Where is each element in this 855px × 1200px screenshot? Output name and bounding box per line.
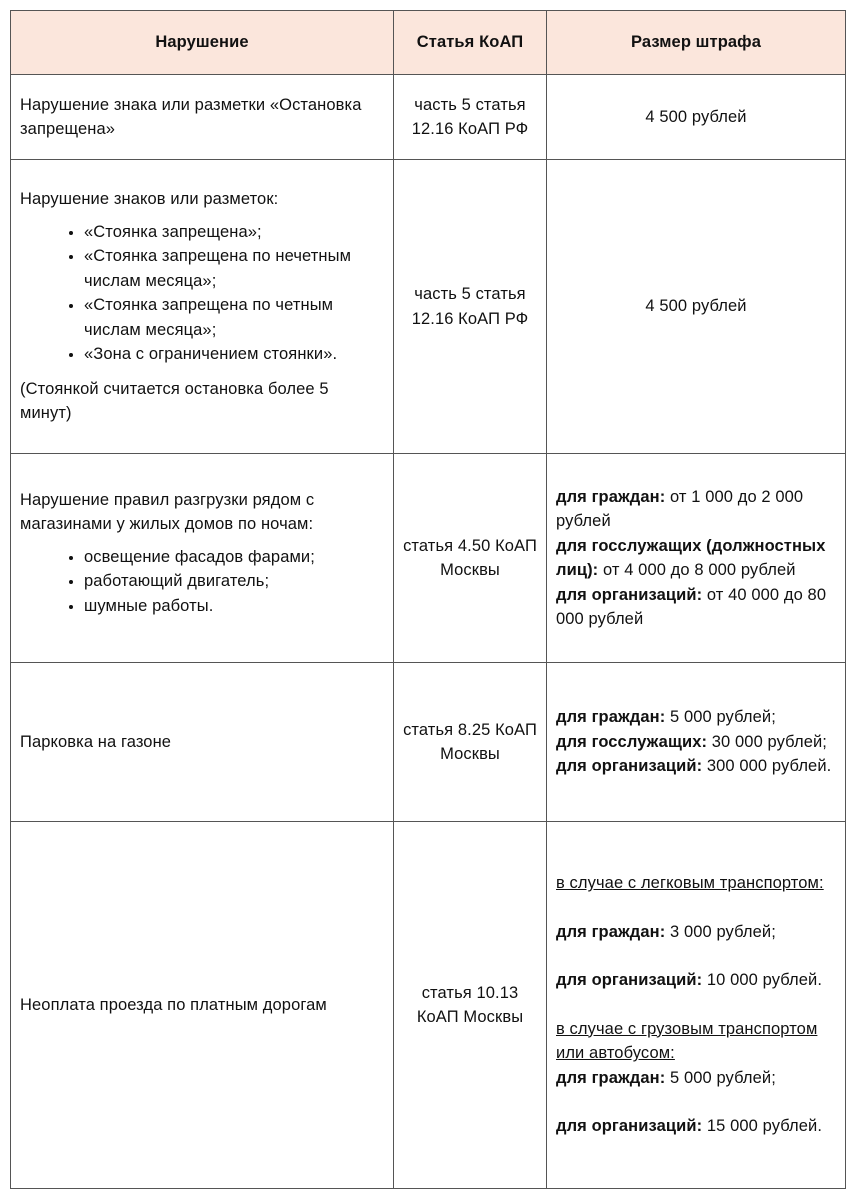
list-item: • шумные работы.: [84, 594, 384, 619]
table-row: [11, 75, 846, 160]
fine-line: [556, 1066, 836, 1091]
header-row: [11, 11, 846, 75]
list-item: • освещение фасадов фарами;: [84, 545, 384, 570]
table-row: [11, 160, 846, 454]
table-row: [11, 822, 846, 1189]
fine-line: [556, 583, 836, 632]
header-fine: Размер штрафа: [547, 11, 846, 75]
fine-cell: [547, 822, 846, 1189]
header-violation: Нарушение: [11, 11, 394, 75]
fine-cell: 4 500 рублей: [547, 160, 846, 454]
fine-line: [556, 730, 836, 755]
list-item: • «Стоянка запрещена по четным числам месяца»;: [84, 293, 384, 342]
fine-line: [556, 705, 836, 730]
violation-cell: [11, 75, 394, 160]
violation-cell: [11, 160, 394, 454]
fine-cell: 4 500 рублей: [547, 75, 846, 160]
fine-value: 10 000 рублей.: [702, 971, 823, 990]
list-item: • «Стоянка запрещена»;: [84, 220, 384, 245]
fine-label: для организаций:: [556, 971, 703, 990]
fine-group-title: в случае с грузовым транспортом или автобусом:: [556, 1019, 818, 1063]
table-row: [11, 663, 846, 822]
violation-cell: [11, 663, 394, 822]
fine-value: 5 000 рублей;: [665, 1068, 776, 1087]
fine-line: [556, 534, 836, 583]
fine-value: 30 000 рублей;: [707, 732, 827, 751]
article-cell: часть 5 статья 12.16 КоАП РФ: [394, 160, 547, 454]
list-item: • «Зона с ограничением стоянки».: [84, 342, 384, 367]
fine-line: [556, 920, 836, 945]
fine-label: для госслужащих:: [556, 732, 708, 751]
violation-cell: [11, 454, 394, 663]
violation-intro: Нарушение правил разгрузки рядом с магазинами у жилых домов по ночам:: [20, 490, 315, 534]
violation-text: Парковка на газоне: [20, 732, 172, 751]
fine-label: для граждан:: [556, 922, 666, 941]
fine-cell: [547, 663, 846, 822]
fine-value: от 4 000 до 8 000 рублей: [598, 561, 796, 579]
fine-label: для госслужащих (должностных лиц):: [556, 536, 826, 579]
fine-label: для граждан:: [556, 487, 666, 506]
table-row: [11, 454, 846, 663]
fine-value: 300 000 рублей.: [702, 757, 832, 776]
violation-intro: Нарушение знаков или разметок:: [20, 190, 279, 209]
violation-list: [20, 220, 384, 367]
article-cell: часть 5 статья 12.16 КоАП РФ: [394, 75, 547, 160]
article-cell: статья 8.25 КоАП Москвы: [394, 663, 547, 822]
fine-value: 5 000 рублей;: [665, 708, 776, 727]
fine-value: от 40 000 до 80 000 рублей: [556, 585, 827, 628]
fine-label: для организаций:: [556, 585, 703, 604]
fine-value: 3 000 рублей;: [665, 922, 776, 941]
fine-group-title: в случае с легковым транспортом:: [556, 874, 824, 893]
fine-cell: [547, 454, 846, 663]
header-article: Статья КоАП: [394, 11, 547, 75]
list-item: • «Стоянка запрещена по нечетным числам месяца»;: [84, 244, 384, 293]
fine-label: для граждан:: [556, 1068, 666, 1087]
article-cell: статья 10.13 КоАП Москвы: [394, 822, 547, 1189]
fine-line: [556, 1114, 836, 1139]
article-cell: статья 4.50 КоАП Москвы: [394, 454, 547, 663]
fine-line: [556, 485, 836, 534]
fine-label: для граждан:: [556, 708, 666, 727]
violation-list: [20, 545, 384, 619]
fine-line: [556, 754, 836, 779]
fine-value: 15 000 рублей.: [702, 1117, 823, 1136]
violation-text: Нарушение знака или разметки «Остановка запрещена»: [20, 95, 362, 138]
violation-text: Неоплата проезда по платным дорогам: [20, 995, 327, 1014]
list-item: • работающий двигатель;: [84, 569, 384, 594]
fine-value: от 1 000 до 2 000 рублей: [556, 487, 804, 530]
violation-cell: [11, 822, 394, 1189]
violation-note: (Стоянкой считается остановка более 5 минут): [20, 379, 329, 423]
fine-line: [556, 968, 836, 993]
fine-label: для организаций:: [556, 757, 703, 776]
fine-label: для организаций:: [556, 1117, 703, 1136]
fines-table: [10, 10, 846, 1189]
